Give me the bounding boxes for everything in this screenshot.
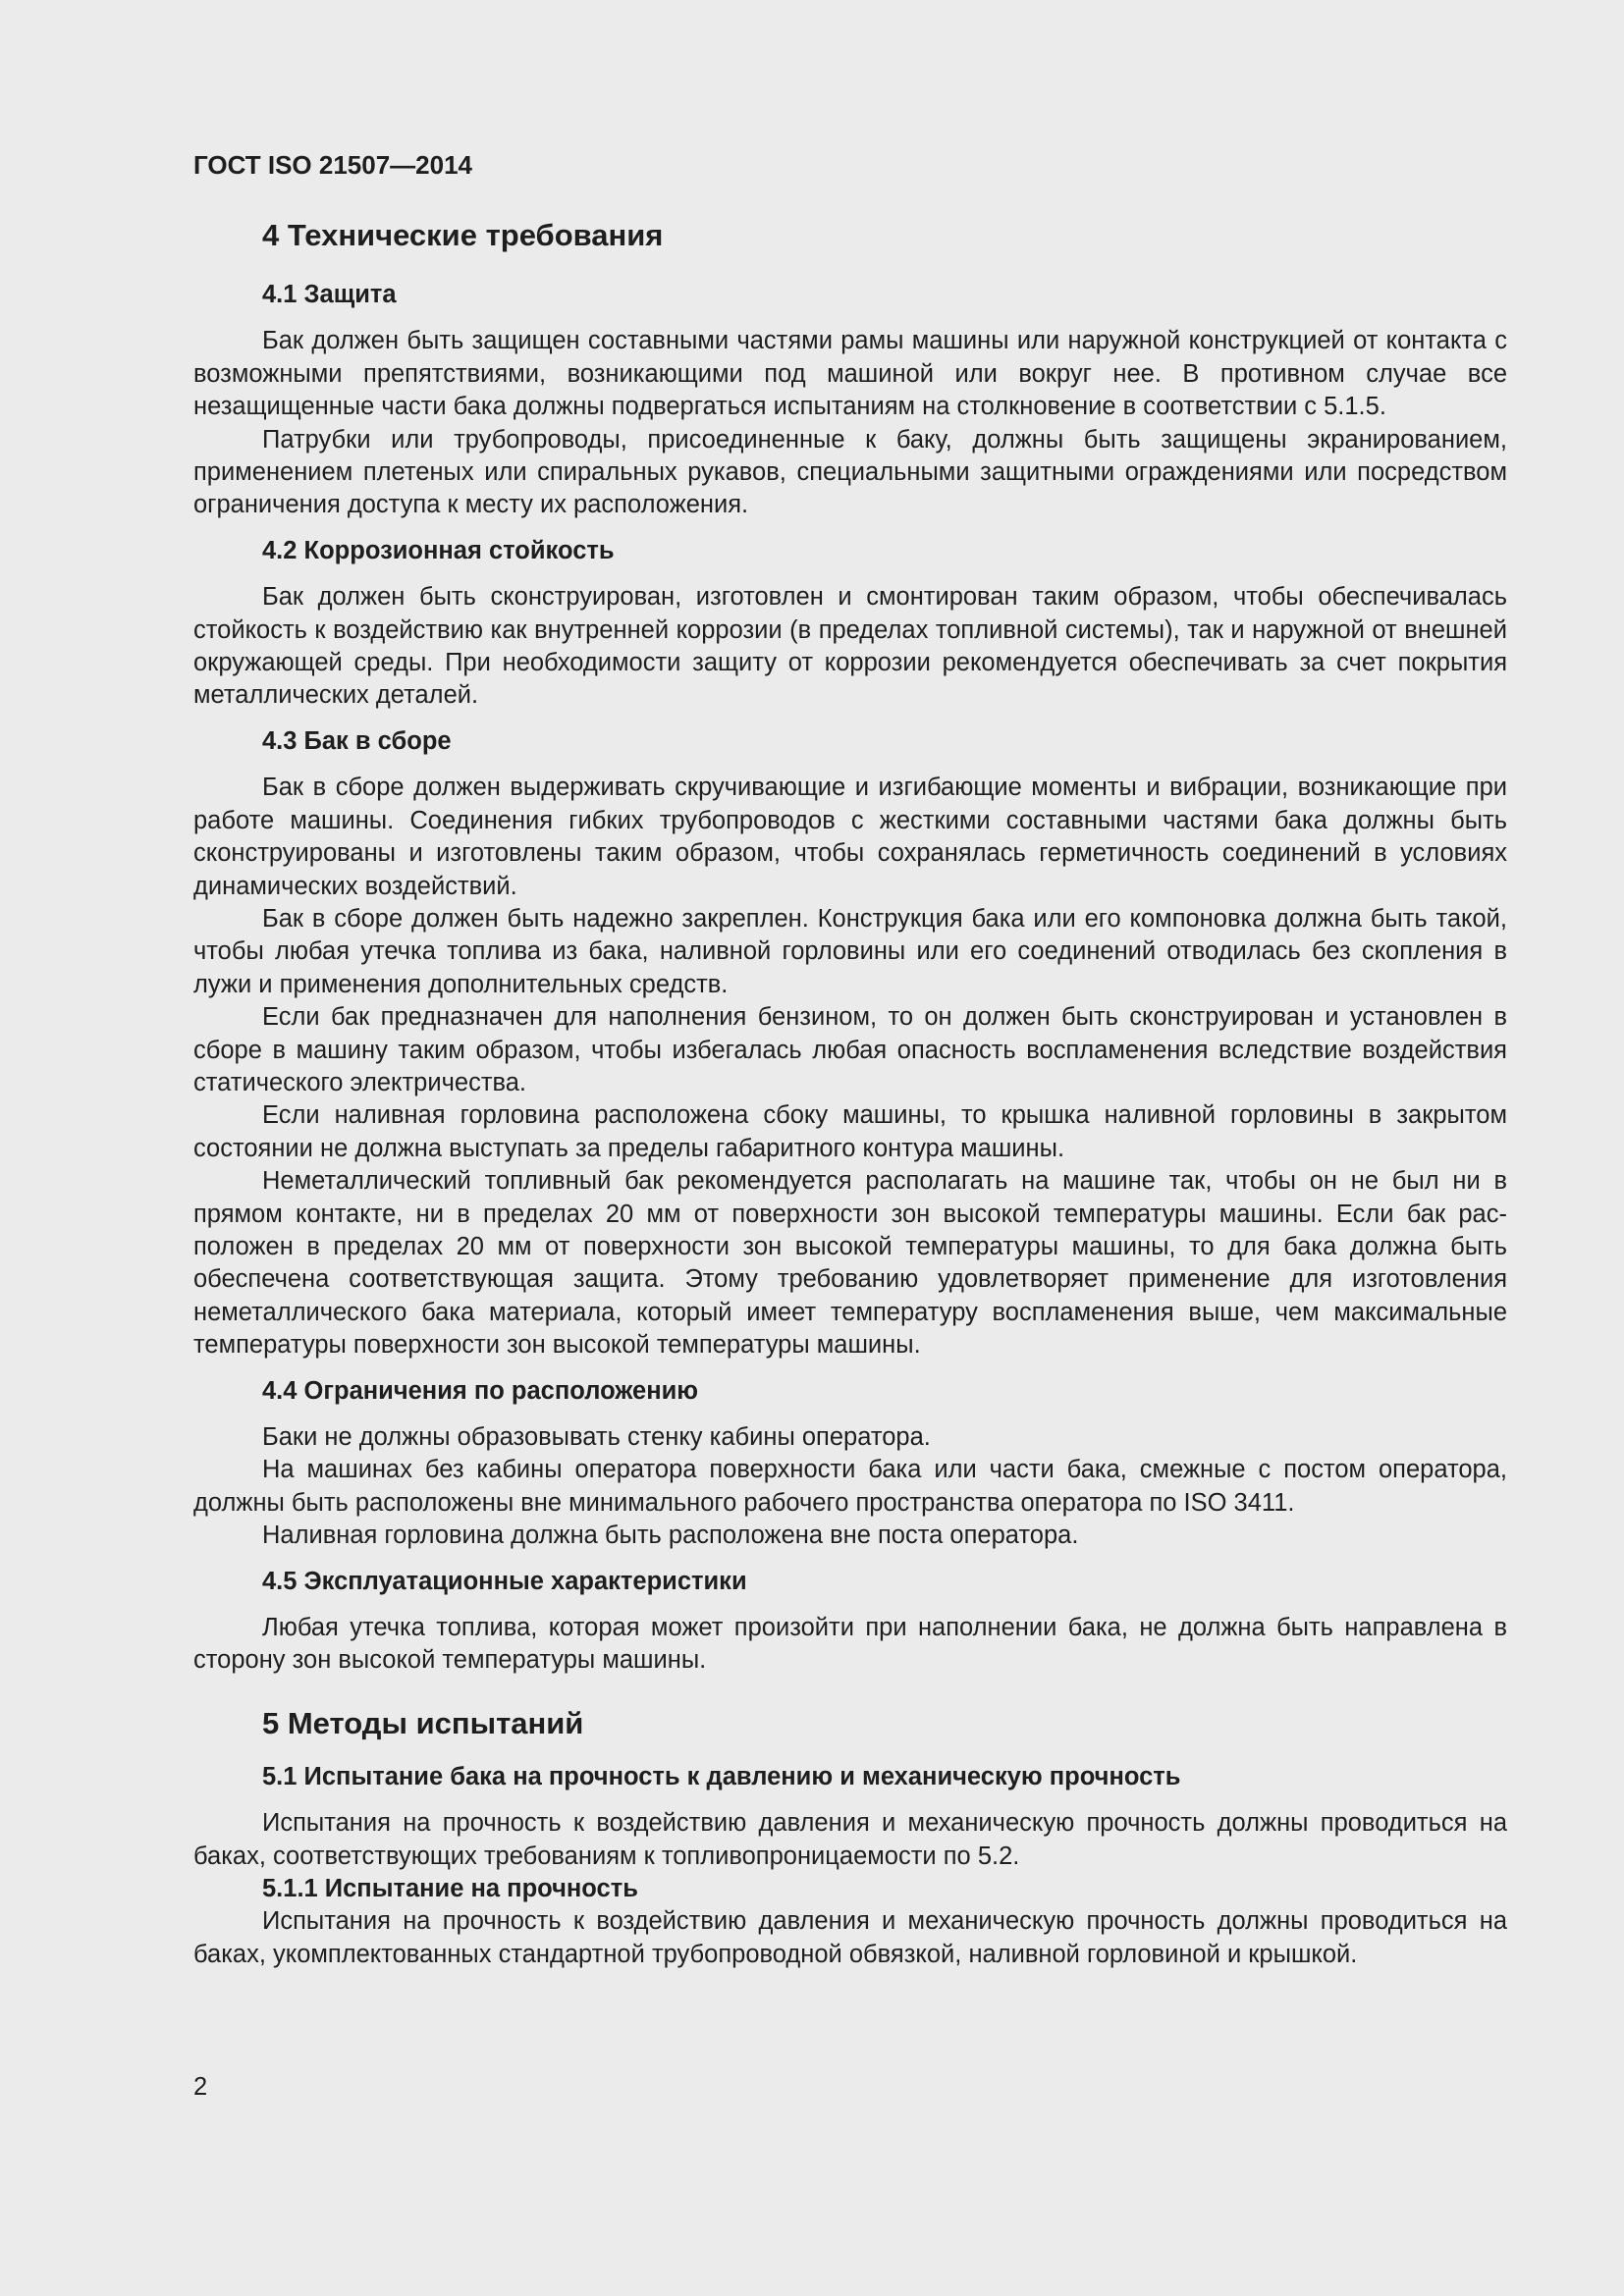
- paragraph-4-1-1: Бак должен быть защищен составными частями рамы машины или наружной конструкцией от контакта с возможными препятствиями, возникающими под машиной или вокруг нее. В противном случае все незащищенные части бака должны подвергаться испытаниям на столкновение в соответствии с 5.1.5.: [193, 327, 1507, 421]
- subsection-5-1-heading: 5.1 Испытание бака на прочность к давлению и механическую прочность: [262, 1762, 1181, 1790]
- section-5-heading: 5 Методы испытаний: [262, 1705, 584, 1740]
- page-number: 2: [193, 2073, 208, 2101]
- paragraph-4-3-5: Неметаллический топливный бак рекомендуется располагать на машине так, чтобы он не был ни в прямом контакте, ни в пределах 20 мм от поверхности зон высокой температуры машины. Если бак расположен в пределах 20 мм от поверхности зон высокой температуры машины, то для бака должна быть обеспечена соответствующая защита. Этому требованию удовлетворяет применение для изготовления неметаллического бака материала, который имеет температуру воспламенения выше, чем максимальные температуры поверхности зон высокой температуры машины.: [193, 1167, 1507, 1360]
- paragraph-4-1-2: Патрубки или трубопроводы, присоединенные к баку, должны быть защищены экранированием, применением плетеных или спиральных рукавов, специальными защитными ограждениями или посредством ограничения доступа к месту их расположения.: [193, 425, 1507, 519]
- subsection-4-3-heading: 4.3 Бак в сборе: [262, 726, 452, 755]
- section-4-heading: 4 Технические требования: [262, 218, 664, 252]
- subsection-5-1-1-heading: 5.1.1 Испытание на прочность: [262, 1875, 638, 1903]
- document-page: [193, 145, 1507, 1971]
- document-header: ГОСТ ISO 21507—2014: [193, 150, 473, 180]
- subsection-4-4-heading: 4.4 Ограничения по расположению: [262, 1376, 699, 1405]
- paragraph-4-3-1: Бак в сборе должен выдерживать скручивающие и изгибающие моменты и вибрации, возникающие при работе машины. Соединения гибких трубопроводов с жесткими составными частями бака должны быть сконструированы и изготовлены таким образом, чтобы сохранялась герметичность соединений в условиях динамических воздействий.: [193, 774, 1507, 900]
- subsection-4-2-heading: 4.2 Коррозионная стойкость: [262, 536, 615, 564]
- paragraph-4-5-1: Любая утечка топлива, которая может произойти при наполнении бака, не должна быть направлена в сторону зон высокой температуры машины.: [193, 1614, 1507, 1675]
- paragraph-4-3-2: Бак в сборе должен быть надежно закреплен. Конструкция бака или его компоновка должна быть такой, чтобы любая утечка топлива из бака, наливной горловины или его соединений отводилась без скопления в лужи и применения дополнительных средств.: [193, 904, 1507, 998]
- paragraph-4-4-3: Наливная горловина должна быть расположена вне поста оператора.: [262, 1522, 1079, 1550]
- paragraph-4-2-1: Бак должен быть сконструирован, изготовлен и смонтирован таким образом, чтобы обеспечивалась стойкость к воздействию как внутренней коррозии (в пределах топливной системы), так и наружной от внешней окружающей среды. При необходимости защиту от коррозии рекомендуется обеспечивать за счет покрытия металлических деталей.: [193, 583, 1507, 710]
- paragraph-4-4-2: На машинах без кабины оператора поверхности бака или части бака, смежные с постом оператора, должны быть расположены вне минимального рабочего пространства оператора по ISO 3411.: [193, 1456, 1507, 1517]
- paragraph-5-1-1-1: Испытания на прочность к воздействию давления и механическую прочность должны проводиться на баках, укомплектованных стандартной трубопроводной обвязкой, наливной горловиной и крышкой.: [193, 1907, 1507, 1968]
- subsection-4-1-heading: 4.1 Защита: [262, 281, 397, 308]
- paragraph-4-3-4: Если наливная горловина расположена сбоку машины, то крышка наливной горловины в закрытом состоянии не должна выступать за пределы габаритного контура машины.: [193, 1101, 1507, 1162]
- subsection-4-5-heading: 4.5 Эксплуатационные характеристики: [262, 1567, 747, 1595]
- paragraph-5-1-1: Испытания на прочность к воздействию давления и механическую прочность должны проводиться на баках, соответствующих требованиям к топливопроницаемости по 5.2.: [193, 1809, 1507, 1870]
- paragraph-4-3-3: Если бак предназначен для наполнения бензином, то он должен быть сконструирован и установлен в сборе в машину таким образом, чтобы избегалась любая опасность воспламенения вследствие воздействия статического электричества.: [193, 1003, 1507, 1096]
- paragraph-4-4-1: Баки не должны образовывать стенку кабины оператора.: [262, 1423, 931, 1451]
